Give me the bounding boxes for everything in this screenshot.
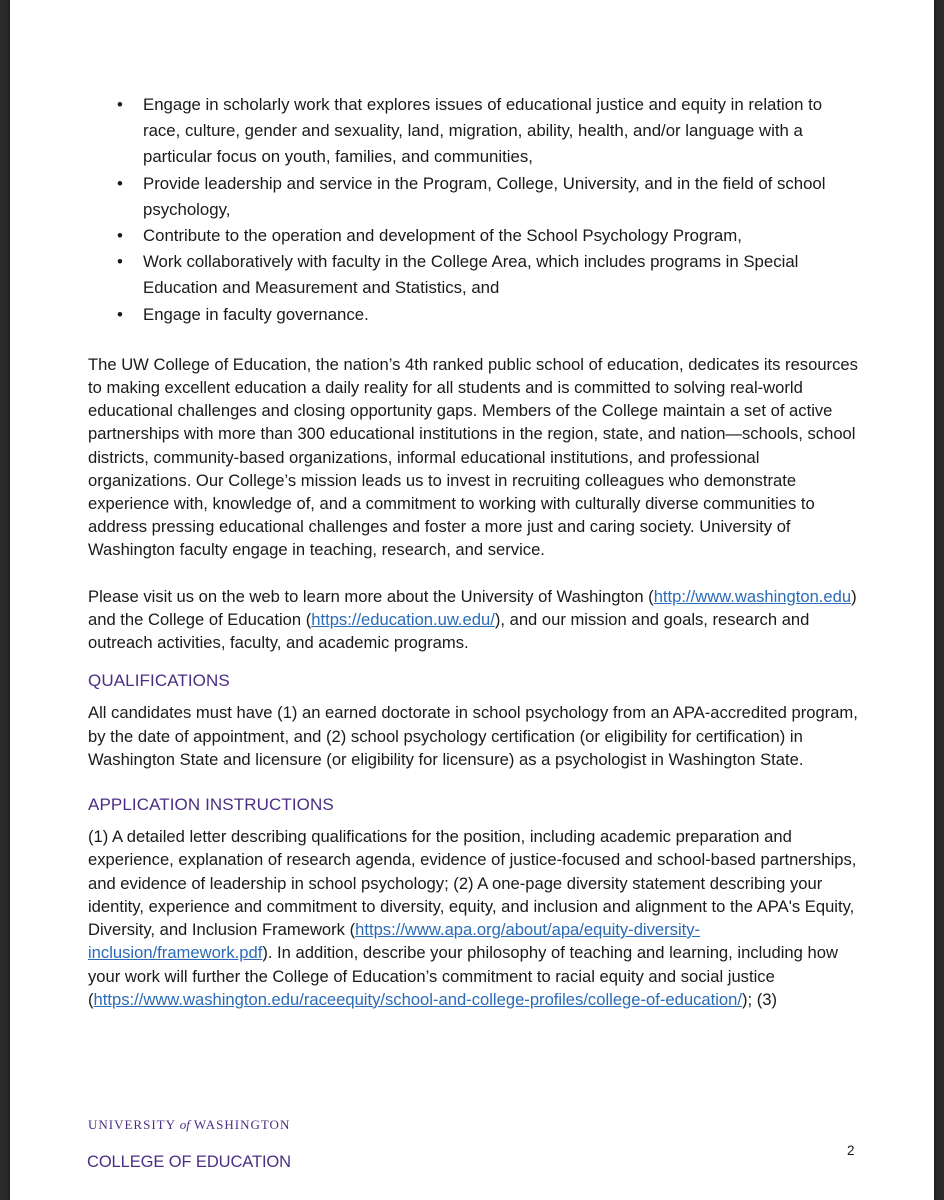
list-item	[88, 302, 858, 328]
college-of-education-label: COLLEGE OF EDUCATION	[87, 1153, 291, 1171]
apa-framework-link[interactable]: https://www.apa.org/about/apa/equity-diversity-inclusion/framework.pdf	[88, 920, 701, 963]
list-item-text: Engage in scholarly work that explores issues of educational justice and equity in relation to race, culture, gender and sexuality, land, migration, ability, health, and/or language with a particular focus on youth, families, and communities,	[143, 95, 823, 167]
bullet-icon: •	[117, 95, 123, 114]
responsibilities-list	[88, 92, 858, 328]
document-page	[10, 0, 934, 1200]
qualifications-paragraph: All candidates must have (1) an earned doctorate in school psychology from an APA-accredited program, by the date of appointment, and (2) school psychology certification (or eligibility for certification) in Washington State and licensure (or eligibility for licensure) as a psychologist in Washington State.	[88, 703, 858, 769]
list-item-text: Engage in faculty governance.	[143, 304, 369, 324]
bullet-icon: •	[117, 252, 123, 272]
uw-wordmark-washington: WASHINGTON	[193, 1117, 291, 1132]
page-number: 2	[847, 1143, 855, 1158]
list-item	[88, 92, 858, 171]
application-text-2: ). In addition, describe your philosophy of teaching and learning, including how your work will further the College of Education’s commitment to racial equity and social justice (	[88, 943, 838, 1009]
visit-text-3: ), and our mission and goals, research and outreach activities, faculty, and academic programs.	[88, 609, 810, 653]
qualifications-heading: QUALIFICATIONS	[88, 671, 230, 691]
application-text-1: (1) A detailed letter describing qualifications for the position, including academic preparation and experience, explanation of research agenda, evidence of justice-focused and school-based partnerships, and evidence of leadership in school psychology; (2) A one-page diversity statement describing your identity, experience and commitment to diversity, equity, and inclusion and alignment to the APA's Equity, Diversity, and Inclusion Framework (	[88, 827, 857, 940]
list-item-text: Contribute to the operation and development of the School Psychology Program,	[143, 226, 742, 246]
application-text-3: ); (3)	[741, 989, 778, 1009]
application-paragraph	[88, 825, 858, 1011]
about-paragraph: The UW College of Education, the nation’s 4th ranked public school of education, dedicates its resources to making excellent education a daily reality for all students and is committed to solving real-world educational challenges and closing opportunity gaps. Members of the College maintain a set of active partnerships with more than 300 educational institutions in the region, state, and nation—schools, school districts, community-based organizations, informal educational institutions, and professional organizations. Our College’s mission leads us to invest in recruiting colleagues who demonstrate experience with, knowledge of, and a commitment to working with culturally diverse communities to address pressing educational challenges and foster a more just and caring society. University of Washington faculty engage in teaching, research, and service.	[88, 354, 858, 560]
page-content	[88, 92, 858, 1011]
uw-wordmark-of: of	[179, 1117, 190, 1132]
uw-wordmark-university: UNIVERSITY	[88, 1117, 176, 1132]
raceequity-link[interactable]: https://www.washington.edu/raceequity/school-and-college-profiles/college-of-education/	[93, 989, 742, 1009]
coe-website-link[interactable]: https://education.uw.edu/	[311, 609, 495, 629]
list-item-text: Work collaboratively with faculty in the College Area, which includes programs in Special Education and Measurement and Statistics, and	[143, 252, 799, 298]
visit-text-2: ) and the College of Education (	[88, 586, 857, 629]
list-item	[88, 249, 858, 301]
uw-website-link[interactable]: http://www.washington.edu	[653, 586, 852, 606]
bullet-icon: •	[117, 304, 123, 324]
bullet-icon: •	[117, 226, 123, 246]
list-item-text: Provide leadership and service in the Program, College, University, and in the field of school psychology,	[143, 173, 826, 219]
bullet-icon: •	[117, 173, 123, 193]
visit-text-1: Please visit us on the web to learn more about the University of Washington (	[88, 586, 654, 606]
list-item	[88, 223, 858, 249]
list-item	[88, 171, 858, 223]
application-heading: APPLICATION INSTRUCTIONS	[88, 795, 334, 815]
visit-paragraph	[88, 585, 858, 655]
uw-wordmark	[88, 1117, 290, 1133]
